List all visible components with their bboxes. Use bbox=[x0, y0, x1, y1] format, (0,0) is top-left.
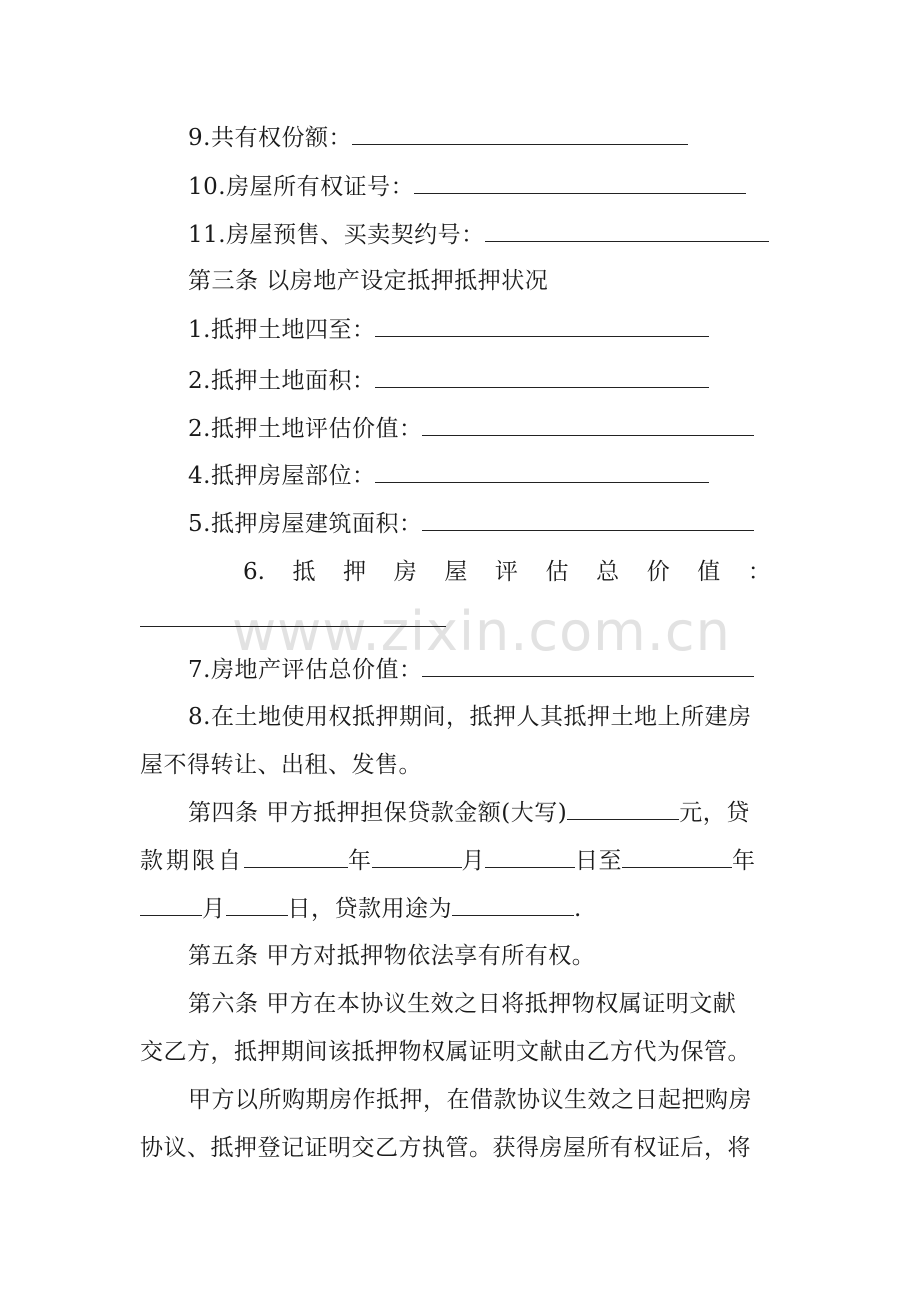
line-property-total-valuation: 7.房地产评估总价值： bbox=[188, 654, 838, 685]
spread-char: 抵 bbox=[292, 559, 316, 585]
blank-field[interactable] bbox=[414, 171, 746, 194]
spread-char: 值 bbox=[697, 559, 721, 585]
blank-field[interactable] bbox=[567, 797, 679, 820]
line-house-location: 4.抵押房屋部位： bbox=[188, 460, 838, 491]
spread-char: 6. bbox=[243, 559, 265, 585]
spread-char: ： bbox=[747, 559, 771, 585]
blank-field[interactable] bbox=[452, 893, 574, 916]
article-3-heading: 第三条 以房地产设定抵押抵押状况 bbox=[188, 268, 549, 294]
spread-char: 评 bbox=[494, 559, 518, 585]
blank-field[interactable] bbox=[422, 508, 754, 531]
line-building-area: 5.抵押房屋建筑面积： bbox=[188, 508, 838, 539]
spread-char: 价 bbox=[646, 559, 670, 585]
blank-field[interactable] bbox=[375, 365, 709, 388]
clause-8-line-1: 8.在土地使用权抵押期间，抵押人其抵押土地上所建房 bbox=[188, 704, 752, 730]
article-4-line-2: 款期限自 年 月 日至 年 bbox=[140, 845, 790, 876]
blank-field[interactable] bbox=[226, 893, 288, 916]
blank-field[interactable] bbox=[485, 845, 575, 868]
paragraph-line-1: 甲方以所购期房作抵押，在借款协议生效之日起把购房 bbox=[188, 1087, 752, 1113]
spread-char: 估 bbox=[545, 559, 569, 585]
article-4-line-3: 月 日，贷款用途为 . bbox=[140, 893, 790, 924]
clause-8-line-2: 屋不得转让、出租、发售。 bbox=[140, 752, 422, 778]
line-co-ownership-share: 9.共有权份额： bbox=[188, 122, 838, 153]
blank-field[interactable] bbox=[375, 460, 709, 483]
line-land-valuation: 2.抵押土地评估价值： bbox=[188, 413, 838, 444]
article-5: 第五条 甲方对抵押物依法享有所有权。 bbox=[188, 943, 596, 969]
article-6-line-1: 第六条 甲方在本协议生效之日将抵押物权属证明文献 bbox=[188, 991, 737, 1017]
watermark: www.zixin.com.cn bbox=[232, 600, 731, 663]
blank-field[interactable] bbox=[244, 845, 348, 868]
blank-field[interactable] bbox=[372, 845, 462, 868]
blank-field[interactable] bbox=[140, 893, 202, 916]
spread-char: 总 bbox=[596, 559, 620, 585]
line-ownership-cert-no: 10.房屋所有权证号： bbox=[188, 171, 838, 202]
blank-field[interactable] bbox=[140, 604, 446, 627]
paragraph-line-2: 协议、抵押登记证明交乙方执管。获得房屋所有权证后，将 bbox=[140, 1135, 751, 1161]
line-land-boundaries: 1.抵押土地四至： bbox=[188, 314, 838, 345]
spread-char: 屋 bbox=[444, 559, 468, 585]
line-house-total-valuation bbox=[243, 557, 771, 587]
article-6-line-2: 交乙方，抵押期间该抵押物权属证明文献由乙方代为保管。 bbox=[140, 1039, 751, 1065]
line-presale-contract-no: 11.房屋预售、买卖契约号： bbox=[188, 219, 838, 250]
article-4-line-1: 第四条 甲方抵押担保贷款金额(大写) 元，贷 bbox=[188, 797, 838, 828]
blank-field[interactable] bbox=[375, 314, 709, 337]
blank-field[interactable] bbox=[422, 413, 754, 436]
blank-field[interactable] bbox=[352, 122, 688, 145]
line-house-total-valuation-blank bbox=[140, 604, 790, 635]
blank-field[interactable] bbox=[485, 219, 769, 242]
blank-field[interactable] bbox=[422, 654, 754, 677]
spread-char: 房 bbox=[393, 559, 417, 585]
blank-field[interactable] bbox=[622, 845, 732, 868]
line-land-area: 2.抵押土地面积： bbox=[188, 365, 838, 396]
spread-char: 押 bbox=[343, 559, 367, 585]
